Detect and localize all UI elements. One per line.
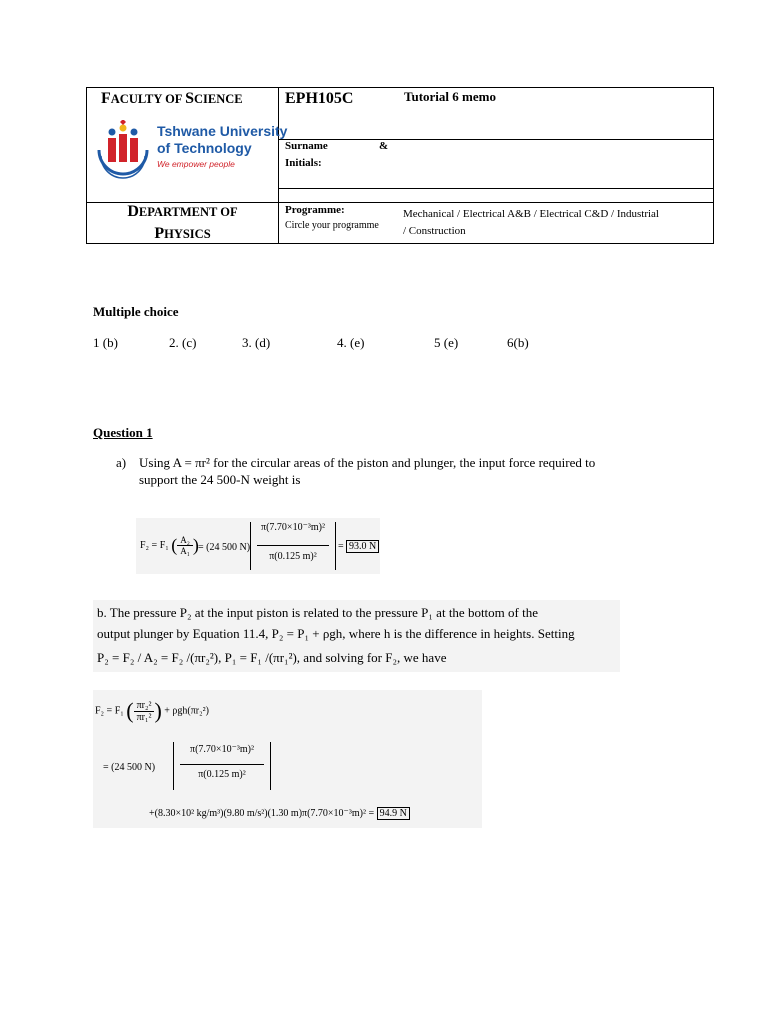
part-b-text-line-3: P₂ = F₂ / A₂ = F₂ /(πr₂²), P₁ = F₁ /(πr₁²), and solving for F₂, we have: [97, 650, 447, 665]
programme-label: Programme:: [285, 204, 345, 216]
mc-answer: 1 (b): [93, 335, 118, 350]
eq-b1-num: πr₂²: [134, 700, 155, 712]
programme-list-line-2: / Construction: [403, 225, 466, 237]
header-table: [86, 87, 714, 244]
answer-box-a: 93.0 N: [346, 540, 379, 553]
initials-label: Initials:: [285, 157, 322, 169]
answer-box-b: 94.9 N: [377, 807, 410, 820]
programme-hint: Circle your programme: [285, 220, 379, 231]
eq-b2-num: π(7.70×10⁻³m)²: [190, 744, 254, 755]
part-b-text-line-1: b. The pressure P₂ at the input piston is related to the pressure P₁ at the bottom of the: [97, 605, 538, 620]
table-divider: [278, 88, 279, 243]
programme-list-line-1: Mechanical / Electrical A&B / Electrical C&D / Industrial: [403, 208, 659, 220]
logo-line-2: of Technology: [157, 140, 252, 156]
faculty-name: FACULTY OF SCIENCE: [101, 90, 243, 107]
eq-a-num: π(7.70×10⁻³m)²: [261, 522, 325, 533]
eq-b1-den: πr₁²: [136, 711, 152, 723]
ampersand: &: [379, 140, 389, 152]
eq-a-den: π(0.125 m)²: [269, 551, 317, 562]
eq-a-bracket: [250, 522, 336, 570]
eq-b2-lhs: = (24 500 N): [103, 762, 156, 773]
tut-emblem-icon: [93, 120, 153, 188]
mc-answer: 3. (d): [242, 335, 271, 350]
eq-b2-den: π(0.125 m)²: [198, 769, 246, 780]
eq-b2-bracket: [173, 742, 271, 790]
eq-b3: +(8.30×10² kg/m³)(9.80 m/s²)(1.30 m)π(7.70×10⁻³m)² =: [149, 808, 375, 819]
mc-answer: 4. (e): [337, 335, 365, 350]
mc-answer: 6(b): [507, 335, 529, 350]
department-name: DEPARTMENT OF PHYSICS: [127, 203, 238, 242]
eq-a-mid: = (24 500 N): [198, 542, 251, 553]
course-code: EPH105C: [285, 90, 354, 107]
table-divider: [278, 139, 713, 140]
document-title: Tutorial 6 memo: [404, 89, 496, 104]
part-b-text-block: [93, 600, 620, 672]
eq-b1-tail: + ρgh(πr₂²): [164, 705, 209, 717]
university-logo: [93, 120, 288, 192]
part-a-text-line-2: support the 24 500-N weight is: [139, 472, 301, 487]
logo-tagline: We empower people: [157, 159, 235, 169]
part-a-marker: a): [116, 455, 127, 470]
surname-label: Surname: [285, 140, 328, 152]
eq-a-frac-den: A₁: [180, 546, 190, 556]
table-divider: [278, 188, 713, 189]
mc-answer: 5 (e): [434, 335, 459, 350]
equation-b: F₂ = F₁ ( $\frac{\text{πr₂²}}{\text{πr₁²}}$ ) + ρgh(πr₂²) = (24 500 N) π(7.70×10⁻³m)² π(0.125 m)² +(8.30×10² kg/m³)(9.80 m/s²)(1.30 m)π(7.70×10⁻³m)² = 94.9 N: [93, 690, 482, 828]
part-a-text-line-1: Using A = πr² for the circular areas of the piston and plunger, the input force required to: [139, 455, 596, 470]
multiple-choice-heading: Multiple choice: [93, 304, 179, 319]
logo-line-1: Tshwane University: [157, 123, 288, 139]
question-1-heading: Question 1: [93, 425, 153, 440]
part-b-text-line-2: output plunger by Equation 11.4, P₂ = P₁ + ρgh, where h is the difference in heights. Setting: [97, 626, 575, 641]
equation-a: F₂ = F₁ ( $\frac{\text{A₂}}{\text{A₁}}$ ) = (24 500 N) π(7.70×10⁻³m)² π(0.125 m)² = 93.0 N: [136, 518, 380, 574]
eq-a-lhs: F₂ = F₁: [140, 539, 169, 551]
eq-a-equals: =: [338, 541, 344, 552]
eq-a-frac-num: A₂: [177, 535, 193, 546]
eq-b1-lhs: F₂ = F₁: [95, 705, 124, 717]
mc-answer: 2. (c): [169, 335, 197, 350]
table-divider: [278, 202, 713, 203]
